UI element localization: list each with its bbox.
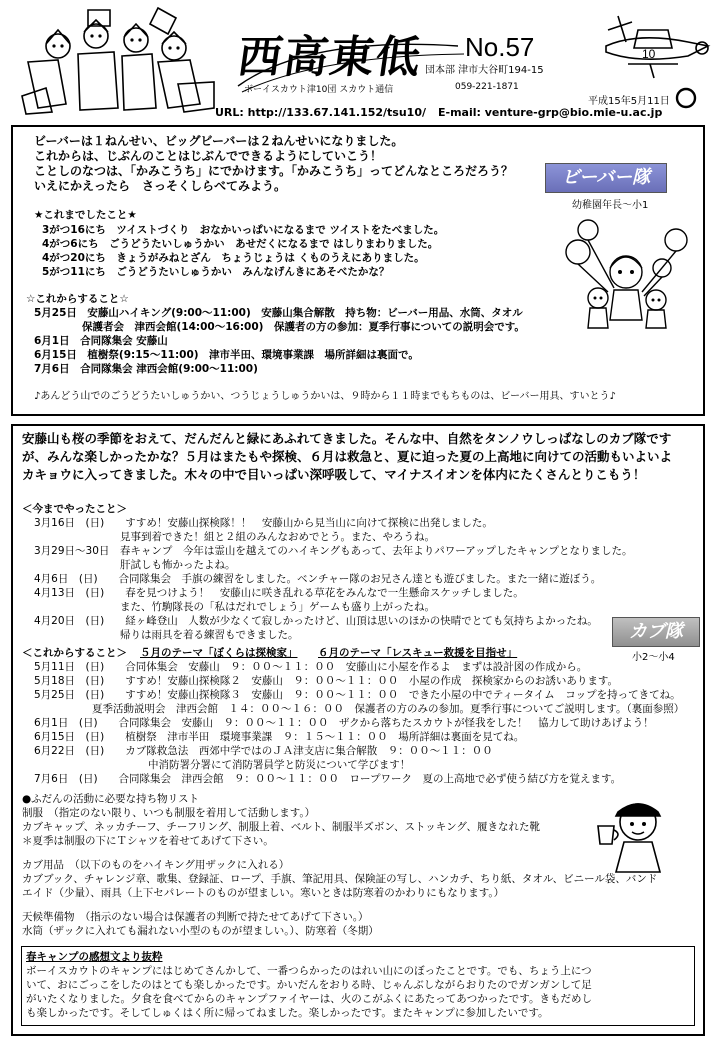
cub-future-heading: ＜これからすること＞ <box>22 647 127 659</box>
cub-past-item: 3月16日 (日) すすめ！安藤山探検隊！！ 安藤山から見当山に向けて探検に出発しました。 <box>34 517 493 529</box>
beaver-past-item: 4がつ20にち きょうがみねとざん ちょうじょうは くものうえにありました。 <box>42 252 425 264</box>
cub-age-range: 小2～小4 <box>632 652 675 663</box>
beaver-future-item: 7月6日 合同隊集会 津西会館(9:00～11:00) <box>34 363 258 375</box>
camp-essay-line: も楽しかったです。そしてしゅくはく所に帰ってねました。楽しかったです。またキャンプに参加したいです。 <box>26 1007 549 1019</box>
cub-past-item: 見事到着できた！組と２組のみんなおめでとう。また、やろうね。 <box>120 531 435 543</box>
cub-lead-paragraph: 安藤山も桜の季節をおえて、だんだんと緑にあふれてきました。そんな中、自然をタンノウしっぱなしのカブ隊ですが、みんな楽しかったかな？５月はまたもや探検、６月は救急と、夏に迫った夏の上高地に向けての活動もいよいよカキョウに入ってきました。木々の中で目いっぱい深呼吸して、マイナスイオンを体内にたくさんとりこもう！ <box>22 431 673 482</box>
cub-future-item: 6月22日 (日) カブ隊救急法 西郊中学ではのＪＡ津支店に集合解散 ９：００～１１：００ <box>34 745 493 757</box>
items-line: エイド（少量）、雨具（上下セパレートのものが望ましい。寒いときは防寒着のかわりにもなります。） <box>22 887 505 899</box>
items-line: 天候準備物 （指示のない場合は保護者の判断で持たせてあげて下さい。） <box>22 911 369 923</box>
cub-badge: カブ隊 <box>612 617 700 647</box>
scout-with-cup-illustration <box>594 790 678 874</box>
items-line: カブブック、チャレンジ章、歌集、登録証、ロープ、手旗、筆記用具、保険証の写し、ハンカチ、ちり紙、タオル、ビニール袋、バンド <box>22 873 658 885</box>
beaver-future-item: 保護者会 津西会館(14:00～16:00) 保護者の方の参加：夏季行事についての説明会です。 <box>82 321 525 333</box>
beaver-badge: ビーバー隊 <box>545 163 667 193</box>
beaver-past-heading: ★これまでしたこと★ <box>34 209 137 221</box>
website-url[interactable]: URL: http://133.67.141.152/tsu10/ <box>215 106 427 119</box>
beaver-future-heading: ☆これからすること☆ <box>26 293 129 305</box>
cub-future-item: 6月15日 (日) 植樹祭 津市半田 環境事業課 ９：１５～１１：００ 場所詳細は裏面を見てね。 <box>34 731 525 743</box>
beavers-balloons-illustration <box>558 212 694 332</box>
cub-past-item: 帰りは雨具を着る練習もできました。 <box>120 629 299 641</box>
cub-past-item: 4月20日 (日) 経ヶ峰登山 人数が少なくて寂しかったけど、山頂は思いのほかの快晴でとても気持ちよかったね。 <box>34 615 598 627</box>
june-theme: ６月のテーマ「レスキュー救援を目指せ」 <box>318 647 518 659</box>
subtitle-text: ボーイスカウト津10団 スカウト通信 <box>244 85 394 95</box>
address-text: 団本部 津市大谷町194-15 <box>425 65 544 76</box>
beaver-future-item: 6月1日 合同隊集会 安藤山 <box>34 335 168 347</box>
items-line: カブ用品 （以下のものをハイキング用ザックに入れる） <box>22 859 290 871</box>
cub-future-item: 5月11日 (日) 合同体集会 安藤山 ９：００～１１：００ 安藤山に小屋を作るよ まずは設計図の作成から。 <box>34 661 588 673</box>
cub-future-item: 5月18日 (日) すすめ！安藤山探検隊２ 安藤山 ９：００～１１：００ 小屋の作成 探検家からのお誘いあります。 <box>34 675 618 687</box>
beaver-future-item: 6月15日 植樹祭(9:15～11:00) 津市半田、環境事業課 場所詳細は裏面で。 <box>34 349 419 361</box>
items-heading: ●ふだんの活動に必要な持ち物リスト <box>22 793 199 805</box>
cub-past-item: 肝試しも怖かったよね。 <box>120 559 236 571</box>
cub-past-item: また、竹駒隊長の「私はだれでしょう」ゲームも盛り上がったね。 <box>120 601 435 613</box>
cub-past-item: 4月13日 (日) 春を見つけよう！ 安藤山に咲き乱れる草花をみんなで一生懸命スケッチしました。 <box>34 587 524 599</box>
beaver-intro-4: いえにかえったら さっそくしらべてみよう。 <box>34 179 287 193</box>
beaver-past-item: 3がつ16にち ツイストづくり おなかいっぱいになるまで ツイストをたべました。 <box>42 224 445 236</box>
cub-past-item: 4月6日 (日) 合同隊集会 手旗の練習をしました。ベンチャー隊のお兄さん達とも遊びました。また一緒に遊ぼう。 <box>34 573 602 585</box>
cub-future-item: 中消防署分署にて消防署員学と防災について学びます！ <box>148 759 411 771</box>
newsletter-title: 西高東低 <box>234 32 426 83</box>
plane-number: 10 <box>642 47 656 61</box>
cub-future-item: 5月25日 (日) すすめ！安藤山探検隊３ 安藤山 ９：００～１１：００ できた小屋の中でティータイム コップを持ってきてね。 <box>34 689 681 701</box>
beaver-intro-3: ことしのなつは、「かみこうち」にでかけます。「かみこうち」ってどんなところだろう？ <box>34 164 514 178</box>
beaver-future-item: 5月25日 安藤山ハイキング(9:00～11:00) 安藤山集合解散 持ち物：ビーバー用品、水筒、タオル <box>34 307 523 319</box>
phone-text: 059-221-1871 <box>455 82 519 92</box>
airplane-illustration <box>598 2 716 108</box>
beaver-age-range: 幼稚園年長～小1 <box>572 200 649 211</box>
issue-date: 平成15年5月11日 <box>588 96 670 107</box>
items-line: 制服 （指定のない限り、いつも制服を着用して活動します。） <box>22 807 316 819</box>
camp-essay-heading: 春キャンプの感想文より抜粋 <box>26 951 163 963</box>
camp-essay-line: いて、おにごっこをしたのはとても楽しかったです。かいだんをおりる時、じゃんぶしながらおりたのでガンガンして足 <box>26 979 592 991</box>
beaver-intro-2: これからは、じぶんのことはじぶんでできるようにしていこう！ <box>34 149 383 163</box>
beaver-past-item: 4がつ6にち ごうどうたいしゅうかい あせだくになるまで はしりまわりました。 <box>42 238 439 250</box>
camp-essay-line: がいたくなりました。夕食を食べてからのキャンプファイヤーは、火のこがふくにあたってあつかったです。きもだめし <box>26 993 592 1005</box>
cub-future-item: 6月1日 (日) 合同隊集会 安藤山 ９：００～１１：００ ザクから落ちたスカウトが怪我をした！ 協力して助けあげよう！ <box>34 717 654 729</box>
cub-past-heading: ＜今までやったこと＞ <box>22 503 127 515</box>
items-line: ＊夏季は制服の下にＴシャツを着せてあげて下さい。 <box>22 835 274 847</box>
items-line: カブキャップ、ネッカチーフ、チーフリング、制服上着、ベルト、制服半ズボン、ストッキング、履きなれた靴 <box>22 821 540 833</box>
issue-number: No.57 <box>465 32 535 62</box>
email-address[interactable]: E-mail: venture-grp@bio.mie-u.ac.jp <box>438 106 663 119</box>
beaver-note: ♪あんどう山でのごうどうたいしゅうかい、つうじょうしゅうかいは、９時から１１時までもちものは、ビーバー用具、すいとう♪ <box>34 391 616 402</box>
items-line: 水筒（ザックに入れても漏れない小型のものが望ましい。）、防寒着（冬期） <box>22 925 379 937</box>
cub-future-item: 7月6日 (日) 合同隊集会 津西会館 ９：００～１１：００ ロープワーク 夏の上高地で必ず使う結び方を覚えます。 <box>34 773 622 785</box>
beaver-intro-1: ビーバーは１ねんせい、ビッグビーバーは２ねんせいになりました。 <box>34 134 404 148</box>
may-theme: ５月のテーマ「ぼくらは探検家」 <box>140 647 298 659</box>
scouts-group-illustration <box>18 4 218 116</box>
beaver-past-item: 5がつ11にち ごうどうたいしゅうかい みんなげんきにあそべたかな？ <box>42 266 390 278</box>
cub-future-item: 夏季活動説明会 津西会館 １４：００～１６：００ 保護者の方のみの参加。夏季行事についてご説明します。（裏面参照） <box>92 703 685 715</box>
camp-essay-line: ボーイスカウトのキャンプにはじめてさんかして、一番つらかったのはれい山にのぼったことです。でも、ちょう上につ <box>26 965 592 977</box>
cub-past-item: 3月29日～30日 春キャンプ 今年は霊山を越えてのハイキングもあって、去年よりパワーアップしたキャンプとなりました。 <box>34 545 633 557</box>
